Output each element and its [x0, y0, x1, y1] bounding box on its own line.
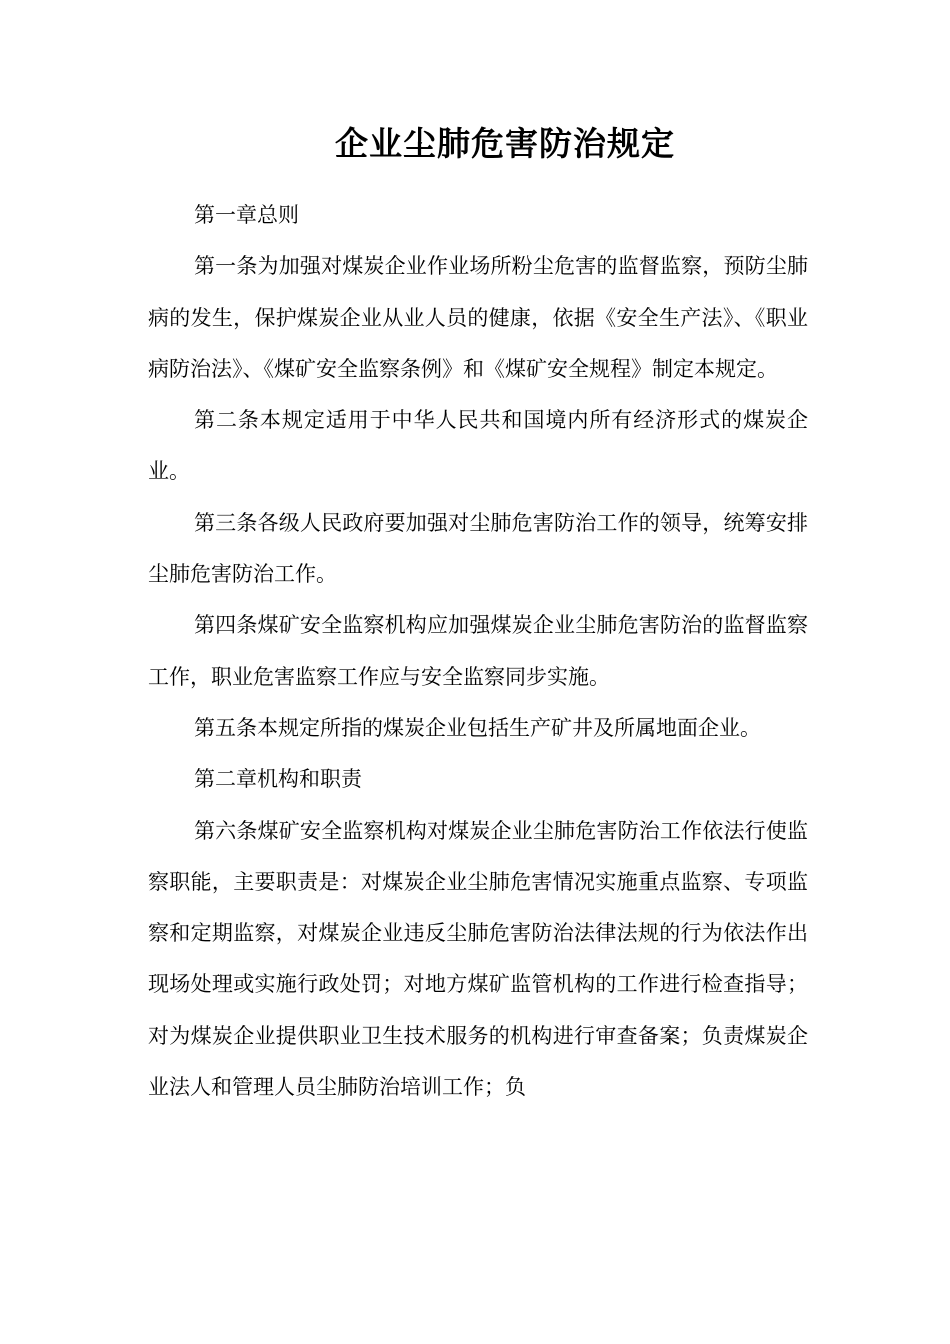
article-1: 第一条为加强对煤炭企业作业场所粉尘危害的监督监察，预防尘肺病的发生，保护煤炭企业从业人员的健康，依据《安全生产法》、《职业病防治法》、《煤矿安全监察条例》和《煤矿安全规程》制定本规定。	[148, 254, 808, 381]
document-body	[148, 190, 808, 1113]
document-title: 企业尘肺危害防治规定	[335, 124, 675, 163]
article-3: 第三条各级人民政府要加强对尘肺危害防治工作的领导，统筹安排尘肺危害防治工作。	[148, 510, 808, 587]
article-6: 第六条煤矿安全监察机构对煤炭企业尘肺危害防治工作依法行使监察职能，主要职责是：对煤炭企业尘肺危害情况实施重点监察、专项监察和定期监察，对煤炭企业违反尘肺危害防治法律法规的行为依法作出现场处理或实施行政处罚；对地方煤矿监管机构的工作进行检查指导；对为煤炭企业提供职业卫生技术服务的机构进行审查备案；负责煤炭企业法人和管理人员尘肺防治培训工作；负	[148, 818, 808, 1100]
article-4: 第四条煤矿安全监察机构应加强煤炭企业尘肺危害防治的监督监察工作，职业危害监察工作应与安全监察同步实施。	[148, 613, 808, 689]
article-2: 第二条本规定适用于中华人民共和国境内所有经济形式的煤炭企业。	[148, 408, 808, 484]
chapter-heading-2: 第二章机构和职责	[194, 767, 362, 792]
article-5: 第五条本规定所指的煤炭企业包括生产矿井及所属地面企业。	[194, 715, 761, 740]
chapter-heading-1: 第一章总则	[194, 203, 299, 227]
